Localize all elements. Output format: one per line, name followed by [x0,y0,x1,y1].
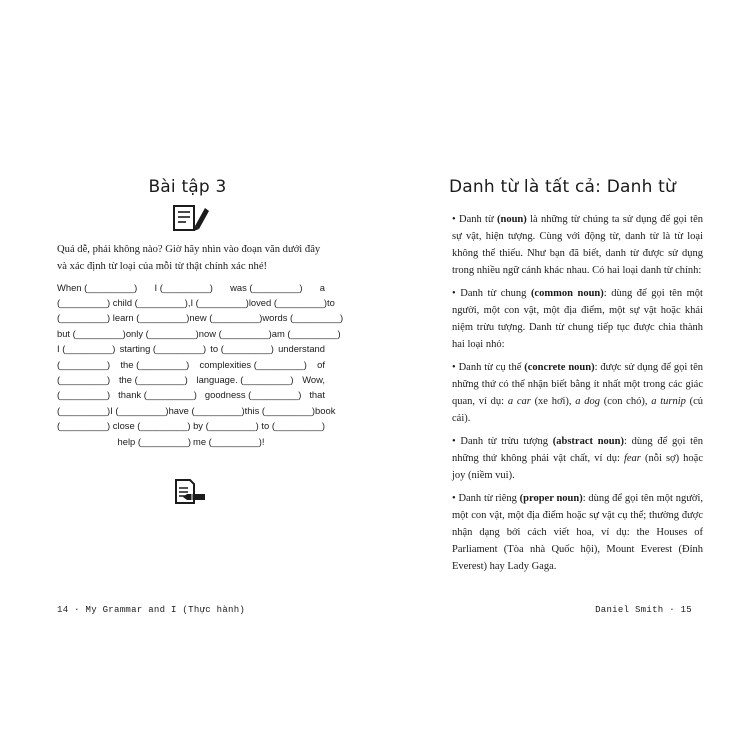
exercise-segment: to (_________) [261,420,325,432]
exercise-segment: of [317,358,325,370]
section-title: Danh từ là tất cả: Danh từ [449,177,676,197]
footer-left: 14 · My Grammar and I (Thực hành) [57,605,246,615]
exercise-segment: (_________) [57,404,111,416]
exercise-segment: have (_________) [168,404,245,416]
exercise-segment: the (_________) [120,358,190,370]
exercise-segment: this (_________) [244,404,316,416]
exercise-segment: I (_________) [57,343,116,355]
exercise-segment: When (_________) [57,281,138,293]
exercise-segment: (_________) [57,358,111,370]
exercise-line [57,311,344,325]
exercise-segment: to (_________) [210,343,274,355]
exercise-line [57,280,325,294]
exercise-segment: understand [278,343,325,355]
exercise-segment: am (_________) [271,327,341,339]
exercise-segment: by (_________) [193,420,259,432]
exercise-line [57,419,325,433]
exercise-segment: starting (_________) [119,343,207,355]
exercise-segment: a [319,281,325,293]
exercise-segment: words (_________) [262,312,344,324]
exercise-intro: Quá dễ, phải không nào? Giờ hãy nhìn vào đoạn văn dưới đây và xác định từ loại của mỗi từ thật chính xác nhé! [57,244,321,272]
paragraph-common-noun: • Danh từ chung (common noun): dùng để gọi tên một người, một con vật, một địa điểm, một sự vật hoặc khái niệm trừu tượng. Danh từ chung tiếp tục được chia thành hai loại nhỏ: [452,288,703,350]
exercise-segment: (_________) learn (_________) [57,312,190,324]
exercise-line [57,326,341,340]
exercise-line [57,388,325,402]
exercise-segment: only (_________) [125,327,199,339]
exercise-line [57,372,325,386]
exercise-segment: new (_________) [189,312,263,324]
exercise-segment: me (_________)! [193,435,265,447]
exercise-segment: (_________) [57,373,111,385]
exercise-segment: language. (_________) [196,373,294,385]
paragraph-proper-noun: • Danh từ riêng (proper noun): dùng để gọi tên một người, một con vật, một địa điểm hoặc sự vật cụ thể; thường được nhận dạng bởi cách viết hoa, ví dụ: the Houses of Parliament (Tòa nhà Quốc hội), Mount Everest (Đỉnh Everest) hay Lady Gaga. [452,493,703,572]
exercise-segment: to [327,296,335,308]
paragraph-abstract-noun: • Danh từ trừu tượng (abstract noun): dùng để gọi tên những thứ không phải vật chất, ví dụ: fear (nỗi sợ) hoặc joy (niềm vui). [452,436,704,481]
document-pen-icon [174,477,208,505]
paragraph-noun: • Danh từ (noun) là những từ chúng ta sử dụng để gọi tên sự vật, hiện tượng. Cùng với động từ, danh từ là từ loại không thể thiếu. Như bạn đã biết, danh từ được sử dụng trong nhiều ngữ cảnh khác nhau. Có hai loại danh từ chính: [452,214,703,276]
exercise-segment: was (_________) [230,281,303,293]
exercise-segment: but (_________) [57,327,126,339]
exercise-segment: I (_________) [190,296,249,308]
exercise-line [57,434,325,448]
exercise-segment: goodness (_________) [204,389,302,401]
right-page [375,0,750,750]
exercise-segment: thank (_________) [118,389,197,401]
exercise-line [57,357,325,371]
exercise-segment: (_________) child (_________), [57,296,191,308]
exercise-segment: I (_________) [110,404,169,416]
exercise-segment: I (_________) [154,281,213,293]
exercise-segment: complexities (_________) [199,358,307,370]
exercise-line [57,403,336,417]
exercise-segment: now (_________) [198,327,272,339]
exercise-segment: book [315,404,336,416]
exercise-segment: (_________) [57,420,111,432]
footer-right: Daniel Smith · 15 [595,605,692,615]
notepad-pencil-icon [171,202,211,232]
exercise-title: Bài tập 3 [148,177,227,197]
exercise-line [57,295,335,309]
section-content [452,211,703,581]
exercise-segment: (_________) [57,389,111,401]
exercise-segment: close (_________) [112,420,191,432]
exercise-segment: loved (_________) [248,296,328,308]
exercise-segment: the (_________) [118,373,188,385]
exercise-segment: help (_________) [117,435,192,447]
exercise-line [57,342,325,356]
exercise-segment: Wow, [302,373,325,385]
paragraph-concrete-noun: • Danh từ cụ thể (concrete noun): được sử dụng để gọi tên những thứ có thể nhận biết bằng ít nhất một trong các giác quan, ví dụ: a car (xe hơi), a dog (con chó), a turnip (củ cải). [452,362,704,424]
exercise-segment: that [309,389,325,401]
